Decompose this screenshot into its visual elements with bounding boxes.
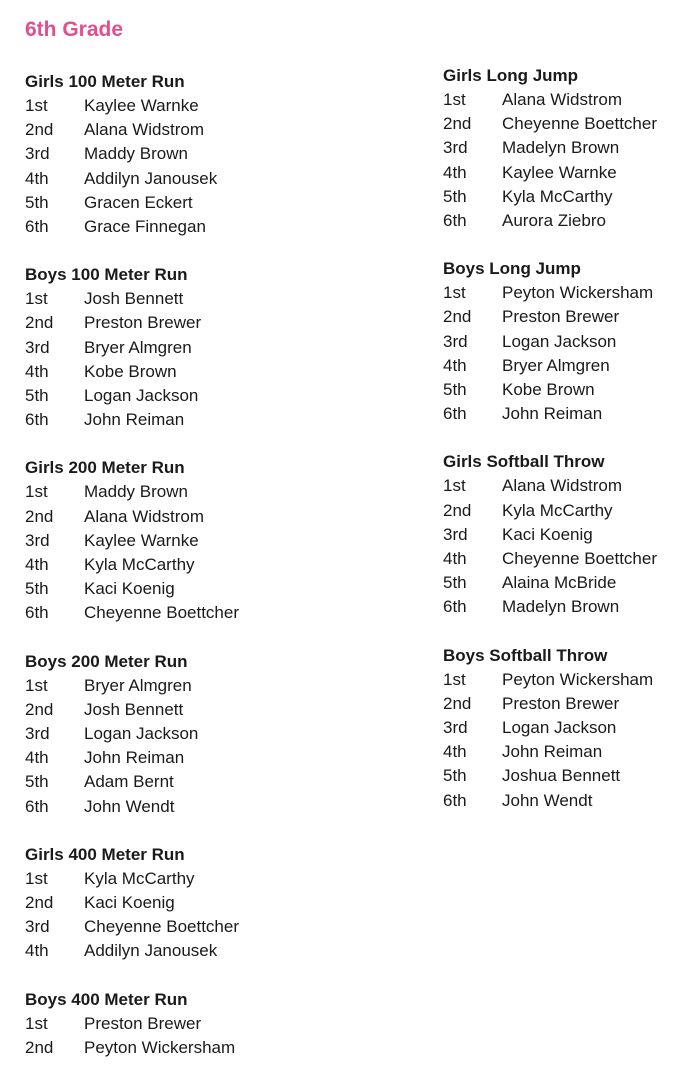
result-place: 4th	[443, 549, 467, 569]
result-place: 4th	[25, 941, 49, 961]
result-name: Cheyenne Boettcher	[502, 114, 657, 134]
event-title: Girls Softball Throw	[443, 452, 605, 472]
result-row	[25, 287, 275, 311]
result-place: 5th	[25, 192, 49, 212]
result-row	[25, 311, 275, 335]
result-row	[25, 480, 275, 504]
result-row	[25, 722, 275, 746]
result-name: John Reiman	[84, 410, 185, 430]
result-name: Logan Jackson	[84, 386, 199, 406]
event-title: Boys 400 Meter Run	[25, 989, 188, 1009]
result-place: 1st	[443, 476, 466, 496]
result-name: Josh Bennett	[84, 699, 184, 719]
result-place: 3rd	[25, 144, 50, 164]
result-row	[25, 698, 275, 722]
result-place: 6th	[443, 404, 467, 424]
result-place: 1st	[25, 868, 48, 888]
result-row	[25, 577, 275, 601]
result-place: 5th	[25, 386, 49, 406]
result-row	[443, 474, 686, 498]
event-block	[25, 263, 275, 432]
result-place: 2nd	[25, 506, 54, 526]
event-block	[443, 450, 686, 619]
result-place: 1st	[443, 669, 466, 689]
result-place: 2nd	[25, 893, 54, 913]
result-row	[25, 770, 275, 794]
result-name: Grace Finnegan	[84, 217, 206, 237]
event-title: Boys 200 Meter Run	[25, 651, 188, 671]
event-block	[25, 988, 275, 1060]
event-block	[25, 70, 275, 239]
result-row	[443, 668, 686, 692]
result-row	[443, 499, 686, 523]
result-place: 6th	[25, 217, 49, 237]
result-name: Kaylee Warnke	[502, 162, 617, 182]
result-name: Joshua Bennett	[502, 766, 621, 786]
result-row	[443, 330, 686, 354]
result-row	[443, 305, 686, 329]
result-row	[25, 867, 275, 891]
event-block	[443, 644, 686, 813]
result-name: Peyton Wickersham	[502, 669, 654, 689]
result-name: John Wendt	[84, 796, 175, 816]
result-place: 3rd	[25, 917, 50, 937]
result-row	[443, 523, 686, 547]
result-name: Josh Bennett	[84, 289, 184, 309]
result-row	[443, 547, 686, 571]
result-row	[443, 692, 686, 716]
result-row	[443, 354, 686, 378]
result-name: Alana Widstrom	[502, 90, 622, 109]
event-block	[25, 843, 275, 964]
result-name: Preston Brewer	[502, 693, 620, 713]
event-block	[25, 456, 275, 625]
result-name: John Reiman	[502, 404, 603, 424]
event-block	[25, 650, 275, 819]
result-place: 6th	[25, 796, 49, 816]
result-place: 3rd	[443, 524, 468, 544]
event-title: Girls Long Jump	[443, 66, 579, 85]
result-place: 6th	[25, 603, 49, 623]
left-results-column	[25, 70, 275, 1084]
result-name: Kyla McCarthy	[84, 868, 195, 888]
result-place: 2nd	[25, 699, 54, 719]
result-name: Logan Jackson	[502, 331, 617, 351]
result-name: Kobe Brown	[502, 380, 595, 400]
result-name: Logan Jackson	[84, 724, 199, 744]
result-name: Preston Brewer	[84, 1013, 202, 1033]
result-row	[25, 384, 275, 408]
result-place: 3rd	[443, 718, 468, 738]
result-name: Kyla McCarthy	[502, 186, 613, 206]
result-place: 4th	[25, 748, 49, 768]
result-name: Preston Brewer	[84, 313, 202, 333]
result-name: Maddy Brown	[84, 482, 188, 502]
result-row	[25, 191, 275, 215]
right-results-column	[443, 64, 686, 837]
result-place: 2nd	[25, 1037, 54, 1057]
result-name: Cheyenne Boettcher	[502, 549, 657, 569]
result-place: 4th	[443, 742, 467, 762]
result-place: 1st	[25, 1013, 48, 1033]
result-place: 3rd	[25, 337, 50, 357]
result-place: 6th	[25, 410, 49, 430]
result-row	[443, 378, 686, 402]
result-row	[443, 764, 686, 788]
result-name: John Wendt	[502, 790, 593, 810]
result-row	[25, 505, 275, 529]
event-title: Girls 200 Meter Run	[25, 458, 185, 478]
result-name: Kyla McCarthy	[84, 555, 195, 575]
result-row	[443, 161, 686, 185]
result-place: 3rd	[443, 138, 468, 158]
result-row	[25, 915, 275, 939]
result-name: Addilyn Janousek	[84, 941, 218, 961]
event-title: Girls 100 Meter Run	[25, 72, 185, 91]
result-name: Peyton Wickersham	[84, 1037, 236, 1057]
event-title: Boys 100 Meter Run	[25, 265, 188, 285]
result-name: Kaylee Warnke	[84, 530, 199, 550]
result-place: 4th	[25, 361, 49, 381]
result-row	[25, 529, 275, 553]
result-row	[25, 795, 275, 819]
result-row	[25, 142, 275, 166]
result-row	[25, 939, 275, 963]
result-place: 2nd	[443, 693, 472, 713]
result-place: 6th	[443, 597, 467, 617]
result-row	[25, 360, 275, 384]
result-name: Kaylee Warnke	[84, 96, 199, 115]
result-row	[25, 167, 275, 191]
result-name: John Reiman	[84, 748, 185, 768]
result-row	[25, 94, 275, 118]
result-place: 5th	[443, 573, 467, 593]
result-name: Madelyn Brown	[502, 138, 620, 158]
result-name: Adam Bernt	[84, 772, 174, 792]
result-place: 4th	[25, 168, 49, 188]
result-place: 1st	[25, 675, 48, 695]
event-title: Girls 400 Meter Run	[25, 844, 185, 864]
result-name: Kaci Koenig	[84, 893, 175, 913]
event-block	[443, 257, 686, 426]
result-row	[443, 136, 686, 160]
result-row	[443, 88, 686, 112]
result-row	[443, 571, 686, 595]
result-row	[443, 209, 686, 233]
result-row	[25, 746, 275, 770]
result-row	[443, 402, 686, 426]
result-name: Bryer Almgren	[84, 675, 192, 695]
result-row	[25, 408, 275, 432]
result-place: 5th	[443, 766, 467, 786]
result-place: 3rd	[25, 724, 50, 744]
result-row	[443, 112, 686, 136]
result-row	[25, 674, 275, 698]
result-place: 1st	[443, 90, 466, 109]
result-row	[25, 118, 275, 142]
result-place: 5th	[443, 380, 467, 400]
result-row	[443, 595, 686, 619]
event-block	[443, 64, 686, 233]
result-name: Cheyenne Boettcher	[84, 917, 239, 937]
result-name: Logan Jackson	[502, 718, 617, 738]
event-title: Boys Long Jump	[443, 259, 581, 279]
event-title: Boys Softball Throw	[443, 645, 608, 665]
result-name: Aurora Ziebro	[502, 211, 606, 231]
result-name: Kobe Brown	[84, 361, 177, 381]
result-row	[25, 553, 275, 577]
result-row	[25, 601, 275, 625]
result-name: Preston Brewer	[502, 307, 620, 327]
result-place: 4th	[25, 555, 49, 575]
result-row	[443, 716, 686, 740]
result-name: Gracen Eckert	[84, 192, 193, 212]
result-name: John Reiman	[502, 742, 603, 762]
result-name: Maddy Brown	[84, 144, 188, 164]
result-row	[443, 281, 686, 305]
result-row	[443, 185, 686, 209]
result-place: 4th	[443, 355, 467, 375]
result-place: 5th	[25, 772, 49, 792]
result-row	[25, 1036, 275, 1060]
result-name: Alana Widstrom	[84, 506, 204, 526]
result-name: Alana Widstrom	[84, 120, 204, 140]
result-row	[25, 1012, 275, 1036]
result-row	[443, 789, 686, 813]
result-place: 5th	[25, 579, 49, 599]
result-place: 2nd	[443, 500, 472, 520]
result-row	[25, 891, 275, 915]
result-place: 3rd	[25, 530, 50, 550]
result-place: 5th	[443, 186, 467, 206]
result-place: 1st	[25, 96, 48, 115]
result-place: 1st	[25, 482, 48, 502]
result-place: 6th	[443, 790, 467, 810]
result-name: Peyton Wickersham	[502, 283, 654, 303]
result-place: 2nd	[443, 114, 472, 134]
page-title: 6th Grade	[25, 18, 124, 41]
result-name: Madelyn Brown	[502, 597, 620, 617]
result-row	[25, 336, 275, 360]
result-row	[443, 740, 686, 764]
result-place: 1st	[25, 289, 48, 309]
result-name: Kyla McCarthy	[502, 500, 613, 520]
result-name: Addilyn Janousek	[84, 168, 218, 188]
result-name: Bryer Almgren	[84, 337, 192, 357]
result-place: 3rd	[443, 331, 468, 351]
result-place: 2nd	[25, 313, 54, 333]
result-place: 2nd	[443, 307, 472, 327]
result-name: Alaina McBride	[502, 573, 617, 593]
result-name: Bryer Almgren	[502, 355, 610, 375]
result-name: Alana Widstrom	[502, 476, 622, 496]
result-name: Cheyenne Boettcher	[84, 603, 239, 623]
result-place: 2nd	[25, 120, 54, 140]
result-place: 1st	[443, 283, 466, 303]
result-place: 6th	[443, 211, 467, 231]
result-place: 4th	[443, 162, 467, 182]
result-row	[25, 215, 275, 239]
result-name: Kaci Koenig	[84, 579, 175, 599]
result-name: Kaci Koenig	[502, 524, 593, 544]
